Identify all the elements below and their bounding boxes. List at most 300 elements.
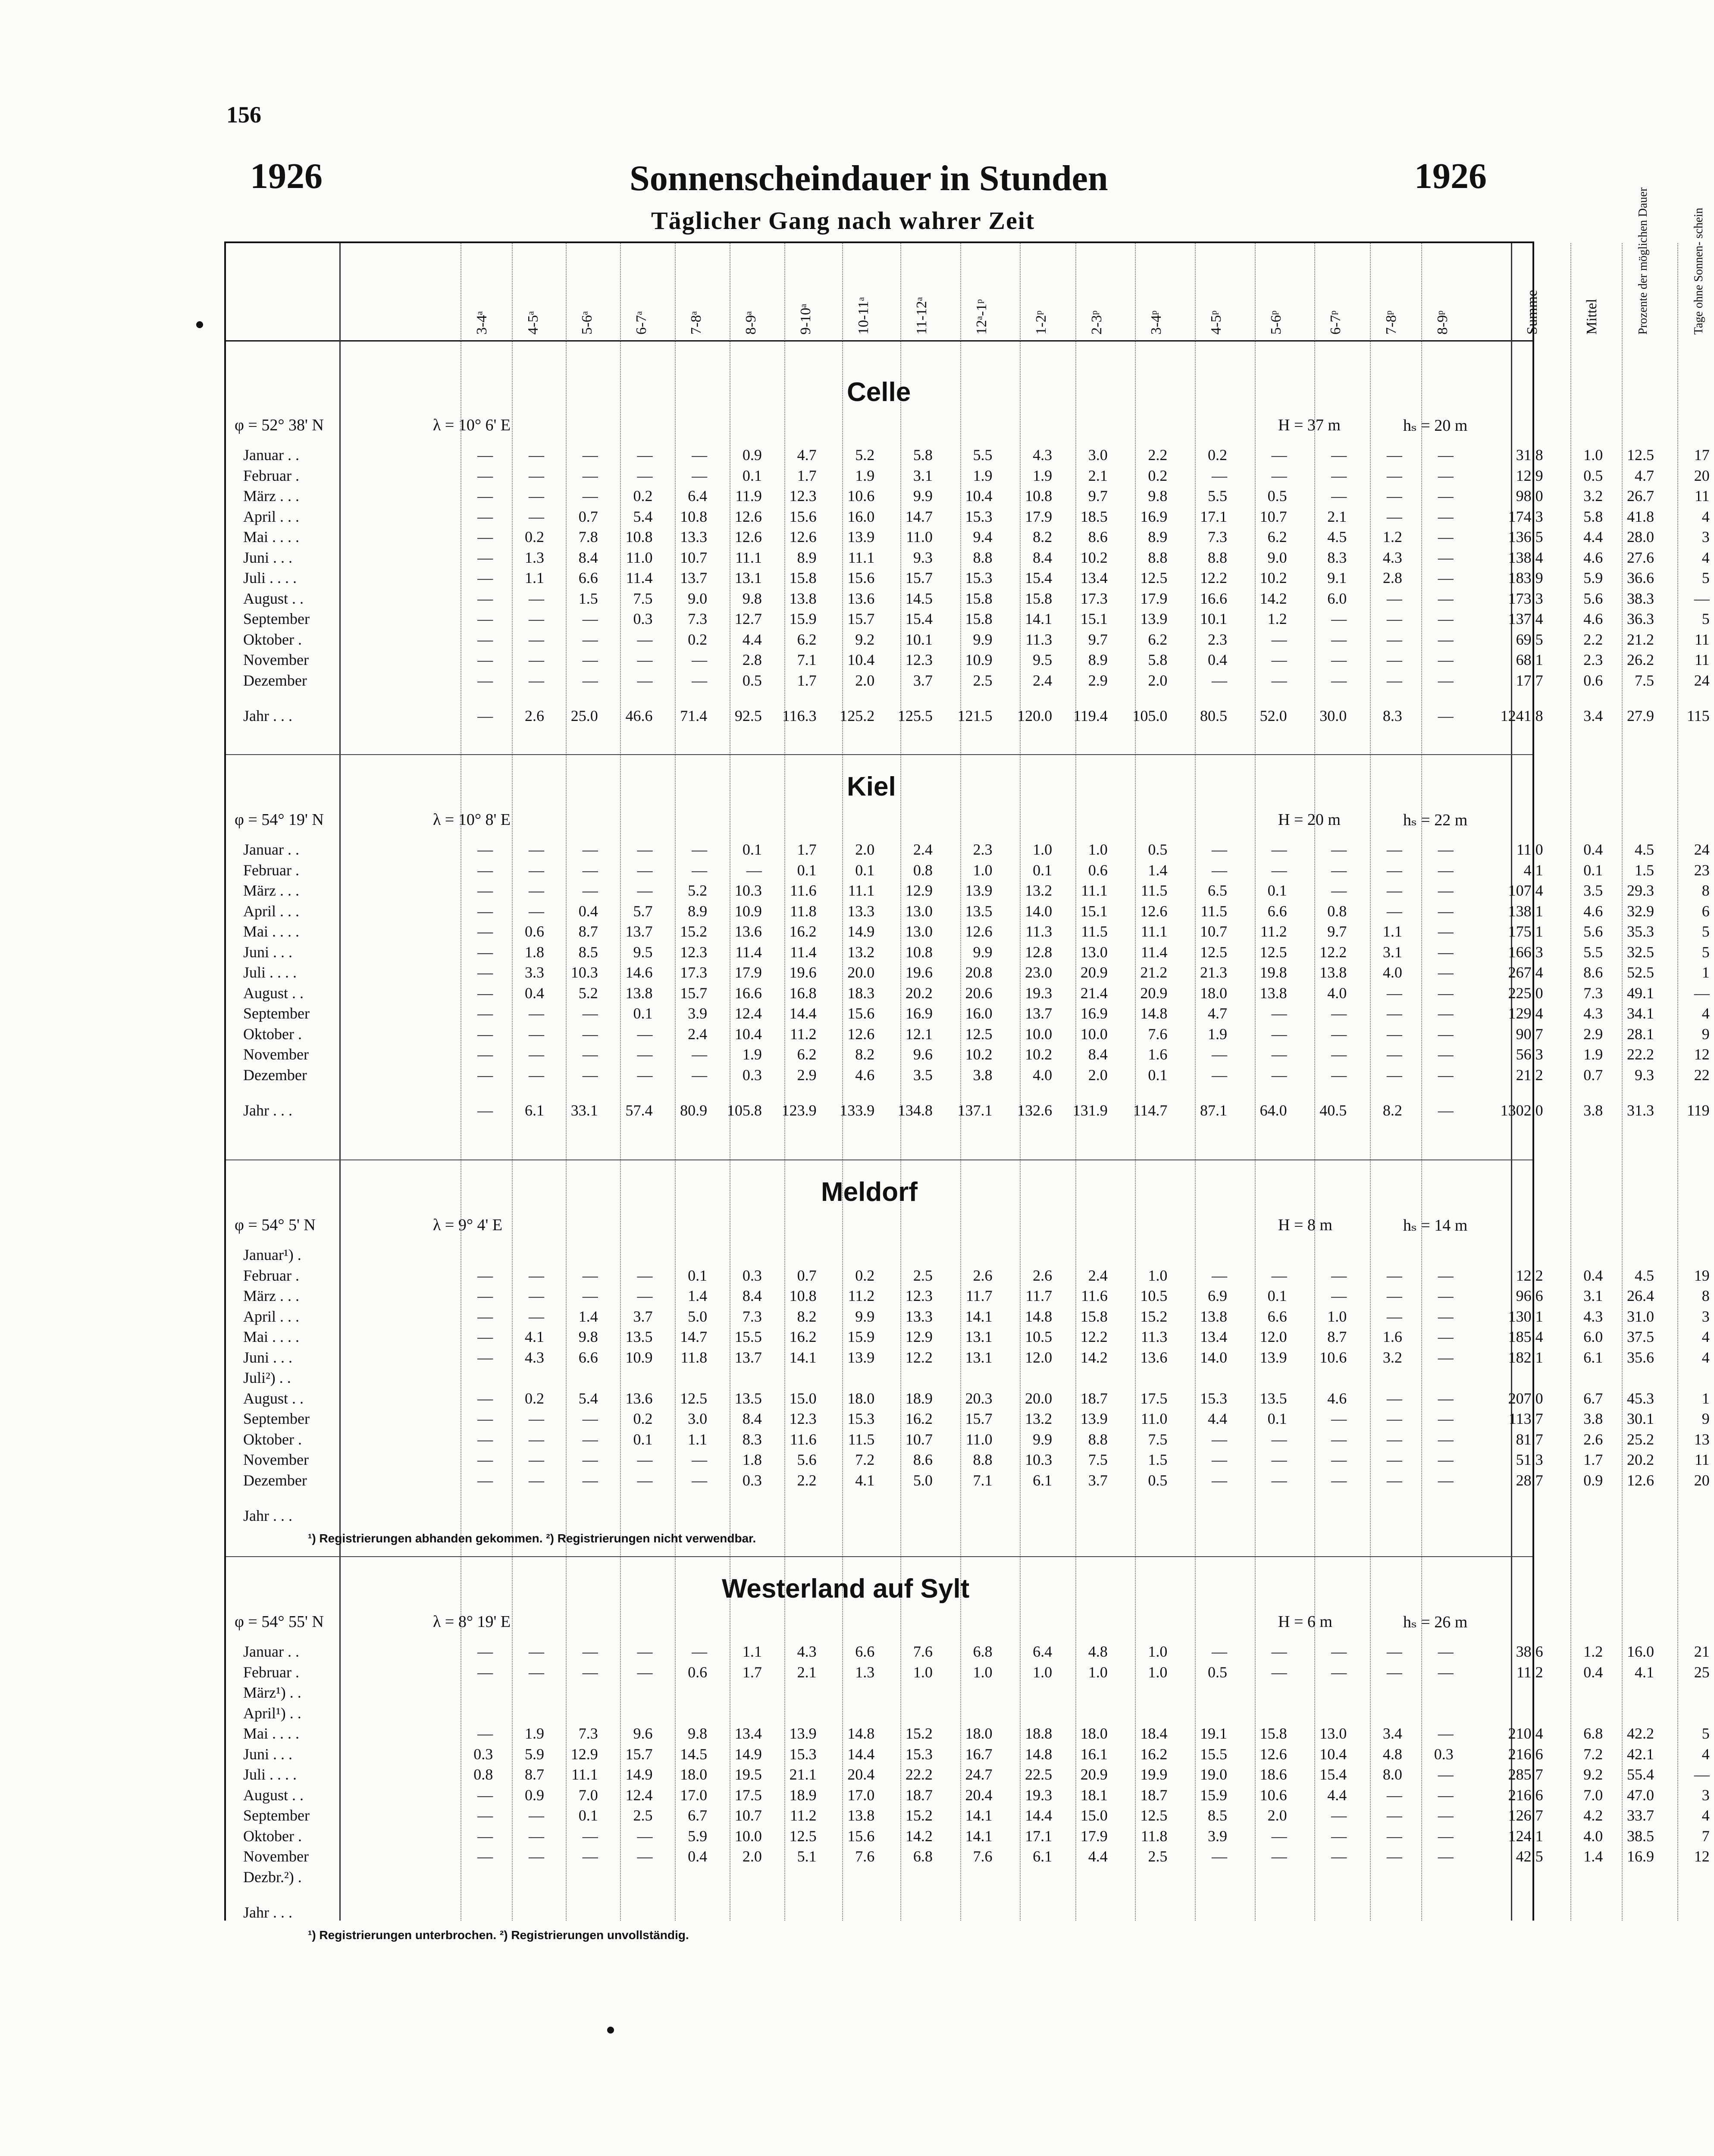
- table-cell: 5.5: [973, 446, 993, 464]
- table-cell: 4.0: [1583, 1827, 1603, 1845]
- table-cell: 3.8: [1583, 1102, 1603, 1119]
- row-label: Februar .: [243, 1663, 299, 1681]
- table-cell: 8.5: [578, 943, 598, 961]
- row-label: September: [243, 1807, 310, 1824]
- table-cell: 123.9: [781, 1102, 817, 1119]
- table-cell: 2.0: [1267, 1807, 1287, 1824]
- table-cell: 51.3: [1516, 1451, 1543, 1468]
- table-cell: 3: [1701, 1786, 1710, 1804]
- table-cell: —: [1271, 841, 1287, 858]
- table-cell: 13.7: [1025, 1005, 1053, 1022]
- table-cell: 12.0: [1025, 1348, 1053, 1366]
- table-cell: 3.8: [973, 1066, 993, 1084]
- table-cell: 10.3: [1025, 1451, 1053, 1468]
- table-cell: —: [477, 1102, 493, 1119]
- table-cell: 18.0: [965, 1725, 993, 1742]
- table-cell: 42.1: [1627, 1745, 1654, 1763]
- table-cell: —: [1386, 1663, 1402, 1681]
- table-cell: —: [477, 707, 493, 724]
- table-cell: 1.0: [973, 861, 993, 879]
- table-cell: 0.8: [913, 861, 933, 879]
- table-cell: 8.2: [797, 1307, 817, 1325]
- table-cell: 0.2: [688, 630, 708, 648]
- table-cell: 4.3: [1033, 446, 1053, 464]
- table-cell: —: [1438, 1471, 1454, 1489]
- sensor-height: hₛ = 14 m: [1403, 1216, 1468, 1235]
- table-cell: 15.3: [1200, 1389, 1227, 1407]
- table-cell: 19.6: [789, 964, 817, 981]
- table-cell: —: [1386, 1848, 1402, 1865]
- table-cell: 10.8: [789, 1287, 817, 1304]
- table-cell: —: [1386, 1266, 1402, 1284]
- table-cell: 285.7: [1508, 1766, 1543, 1783]
- column-header: [1628, 187, 1658, 338]
- table-cell: 11.8: [1141, 1827, 1168, 1845]
- table-cell: 14.0: [1025, 902, 1053, 920]
- table-cell: 1.9: [1033, 467, 1053, 484]
- sensor-height: hₛ = 20 m: [1403, 417, 1468, 435]
- table-cell: 6.1: [1583, 1348, 1603, 1366]
- table-cell: 13.5: [734, 1389, 762, 1407]
- row-label: August . .: [243, 984, 304, 1002]
- table-cell: 1.0: [1148, 1643, 1168, 1660]
- table-cell: 22.5: [1025, 1766, 1053, 1783]
- table-cell: 9.3: [913, 548, 933, 566]
- column-header: [518, 252, 548, 338]
- table-cell: —: [529, 1827, 544, 1845]
- table-cell: —: [477, 1827, 493, 1845]
- table-cell: —: [1331, 467, 1347, 484]
- table-cell: 15.3: [905, 1745, 933, 1763]
- table-cell: 2.5: [973, 671, 993, 689]
- table-cell: —: [1438, 943, 1454, 961]
- column-header: [907, 252, 937, 338]
- table-cell: 12.6: [965, 923, 993, 940]
- table-cell: 11.2: [848, 1287, 875, 1304]
- table-cell: 0.2: [1148, 467, 1168, 484]
- table-cell: 138.1: [1508, 902, 1543, 920]
- table-cell: 81.7: [1516, 1430, 1543, 1448]
- table-cell: —: [692, 841, 708, 858]
- row-label: Juni . . .: [243, 548, 293, 566]
- table-cell: 55.4: [1627, 1766, 1654, 1783]
- table-cell: 1.0: [913, 1663, 933, 1681]
- table-cell: —: [1386, 630, 1402, 648]
- table-cell: —: [1438, 1348, 1454, 1366]
- table-cell: 7.5: [1088, 1451, 1108, 1468]
- table-cell: 0.6: [1088, 861, 1108, 879]
- table-cell: 14.7: [905, 508, 933, 525]
- table-cell: —: [477, 943, 493, 961]
- table-cell: 32.5: [1627, 943, 1654, 961]
- table-cell: 0.2: [633, 1410, 653, 1427]
- table-cell: —: [529, 610, 544, 627]
- row-label: Dezember: [243, 1066, 307, 1084]
- table-cell: —: [1271, 1025, 1287, 1043]
- table-cell: 20.2: [1627, 1451, 1654, 1468]
- table-cell: 10.3: [734, 882, 762, 899]
- table-cell: —: [1212, 467, 1227, 484]
- table-cell: 15.9: [847, 1328, 875, 1345]
- row-label: April . . .: [243, 902, 299, 920]
- table-cell: 10.1: [905, 630, 933, 648]
- column-header-label: 11-12ᵃ: [913, 297, 930, 335]
- table-cell: 36.6: [1627, 569, 1654, 586]
- table-cell: 12.9: [905, 882, 933, 899]
- column-header: [1684, 207, 1714, 338]
- header-rule: [226, 340, 1532, 342]
- table-cell: —: [1438, 1848, 1454, 1865]
- table-cell: —: [1386, 1643, 1402, 1660]
- table-cell: 8.8: [973, 548, 993, 566]
- table-cell: 1.4: [1583, 1848, 1603, 1865]
- table-cell: 2.8: [1382, 569, 1402, 586]
- table-cell: 13.7: [734, 1348, 762, 1366]
- table-cell: 10.2: [1025, 1046, 1053, 1063]
- table-cell: 20.6: [965, 984, 993, 1002]
- table-cell: 0.4: [578, 902, 598, 920]
- table-cell: —: [1331, 1046, 1347, 1063]
- table-cell: 12.5: [1260, 943, 1287, 961]
- table-cell: —: [582, 1287, 598, 1304]
- table-cell: 20.0: [1025, 1389, 1053, 1407]
- table-cell: 15.4: [1319, 1766, 1347, 1783]
- table-cell: —: [1331, 1471, 1347, 1489]
- table-cell: 11.0: [1141, 1410, 1168, 1427]
- table-cell: —: [692, 1643, 708, 1660]
- table-cell: 5.2: [688, 882, 708, 899]
- table-cell: 0.3: [742, 1471, 762, 1489]
- table-cell: —: [692, 651, 708, 668]
- table-cell: 18.0: [1200, 984, 1227, 1002]
- table-cell: 10.9: [965, 651, 993, 668]
- table-cell: 4.4: [1088, 1848, 1108, 1865]
- table-cell: —: [1386, 1410, 1402, 1427]
- table-cell: 12.6: [734, 508, 762, 525]
- table-cell: 0.6: [1583, 671, 1603, 689]
- table-cell: 11.1: [1141, 923, 1168, 940]
- row-label: Februar .: [243, 1266, 299, 1284]
- table-cell: 17: [1694, 446, 1710, 464]
- table-cell: 7.0: [578, 1786, 598, 1804]
- table-cell: 9.9: [855, 1307, 875, 1325]
- table-cell: —: [1271, 1848, 1287, 1865]
- table-cell: 14.1: [789, 1348, 817, 1366]
- table-cell: 12.5: [680, 1389, 708, 1407]
- table-cell: 0.1: [688, 1266, 708, 1284]
- table-cell: —: [1438, 569, 1454, 586]
- column-header-label: 3-4ᵃ: [474, 311, 490, 335]
- table-cell: 4.4: [1583, 528, 1603, 545]
- table-cell: 114.7: [1133, 1102, 1168, 1119]
- table-cell: —: [1271, 1827, 1287, 1845]
- table-cell: 3.8: [1583, 1410, 1603, 1427]
- table-cell: 90.7: [1516, 1025, 1543, 1043]
- table-cell: 12.3: [789, 1410, 817, 1427]
- table-cell: 0.5: [1148, 841, 1168, 858]
- table-cell: 2.1: [797, 1663, 817, 1681]
- table-cell: 12.6: [1260, 1745, 1287, 1763]
- table-cell: —: [1386, 1287, 1402, 1304]
- table-cell: 14.4: [1025, 1807, 1053, 1824]
- table-cell: 17.9: [734, 964, 762, 981]
- table-cell: 52.0: [1260, 707, 1287, 724]
- table-cell: —: [1386, 1046, 1402, 1063]
- table-cell: —: [1438, 1025, 1454, 1043]
- table-cell: 11.1: [571, 1766, 598, 1783]
- table-cell: —: [582, 841, 598, 858]
- table-cell: 15.6: [847, 1005, 875, 1022]
- table-cell: 3: [1701, 528, 1710, 545]
- table-cell: 21.2: [1627, 630, 1654, 648]
- table-cell: 9.9: [913, 487, 933, 505]
- footnote: ¹) Registrierungen unterbrochen. ²) Registrierungen unvollständig.: [308, 1928, 689, 1942]
- table-cell: 2.8: [742, 651, 762, 668]
- table-cell: —: [529, 1643, 544, 1660]
- table-cell: —: [582, 630, 598, 648]
- table-cell: 9.0: [1267, 548, 1287, 566]
- table-cell: 14.9: [847, 923, 875, 940]
- table-cell: 41.8: [1627, 508, 1654, 525]
- table-cell: 10.1: [1200, 610, 1227, 627]
- table-cell: 30.0: [1319, 707, 1347, 724]
- table-cell: 31.3: [1627, 1102, 1654, 1119]
- table-cell: —: [1212, 1046, 1227, 1063]
- table-cell: —: [637, 1266, 653, 1284]
- table-cell: 13.8: [1200, 1307, 1227, 1325]
- table-cell: 0.2: [633, 487, 653, 505]
- table-cell: —: [477, 923, 493, 940]
- table-cell: —: [529, 671, 544, 689]
- table-cell: —: [477, 487, 493, 505]
- table-cell: 25.0: [570, 707, 598, 724]
- table-cell: 31.0: [1627, 1307, 1654, 1325]
- table-cell: 17.3: [1080, 589, 1108, 607]
- table-cell: —: [477, 671, 493, 689]
- table-cell: 12.4: [734, 1005, 762, 1022]
- table-cell: —: [477, 1451, 493, 1468]
- column-header: [791, 252, 821, 338]
- table-cell: —: [1331, 1663, 1347, 1681]
- table-cell: —: [1386, 861, 1402, 879]
- table-cell: 14.9: [734, 1745, 762, 1763]
- table-cell: 1.2: [1267, 610, 1287, 627]
- table-cell: 18.8: [1025, 1725, 1053, 1742]
- table-cell: 6.8: [913, 1848, 933, 1865]
- table-cell: 4.3: [1583, 1307, 1603, 1325]
- table-cell: 4.1: [525, 1328, 544, 1345]
- table-cell: 4.5: [1635, 1266, 1654, 1284]
- table-cell: 10.0: [1025, 1025, 1053, 1043]
- table-cell: 13.6: [734, 923, 762, 940]
- column-header-label: 12ᵃ-1ᵖ: [973, 299, 990, 335]
- table-cell: —: [1271, 651, 1287, 668]
- table-cell: —: [477, 1025, 493, 1043]
- table-cell: 5.2: [578, 984, 598, 1002]
- table-cell: 13.8: [789, 589, 817, 607]
- table-cell: 10.6: [1260, 1786, 1287, 1804]
- table-cell: 4.6: [1327, 1389, 1347, 1407]
- table-cell: —: [1271, 1066, 1287, 1084]
- table-cell: 2.6: [1583, 1430, 1603, 1448]
- table-cell: 8.2: [1382, 1102, 1402, 1119]
- table-cell: 0.1: [855, 861, 875, 879]
- table-cell: —: [1386, 1451, 1402, 1468]
- table-cell: 36.3: [1627, 610, 1654, 627]
- row-label: April . . .: [243, 1307, 299, 1325]
- table-cell: —: [477, 1471, 493, 1489]
- table-cell: —: [637, 861, 653, 879]
- table-cell: 0.3: [742, 1266, 762, 1284]
- table-cell: 6.5: [1208, 882, 1227, 899]
- table-cell: 10.4: [734, 1025, 762, 1043]
- table-cell: 10.7: [680, 548, 708, 566]
- table-cell: —: [1331, 630, 1347, 648]
- table-cell: 175.1: [1508, 923, 1543, 940]
- table-cell: —: [1438, 1725, 1454, 1742]
- table-cell: —: [1438, 1451, 1454, 1468]
- column-header-label: Summe: [1524, 290, 1540, 335]
- table-cell: 6.2: [797, 1046, 817, 1063]
- table-cell: 0.1: [1267, 1410, 1287, 1427]
- table-cell: —: [477, 1848, 493, 1865]
- column-header: [1376, 252, 1407, 338]
- table-cell: —: [477, 882, 493, 899]
- table-cell: —: [529, 1066, 544, 1084]
- table-cell: —: [1386, 651, 1402, 668]
- table-cell: 7.3: [688, 610, 708, 627]
- table-cell: 11.3: [1025, 630, 1053, 648]
- table-cell: 19.8: [1260, 964, 1287, 981]
- table-cell: 38.3: [1627, 589, 1654, 607]
- table-cell: —: [1212, 1848, 1227, 1865]
- table-cell: 9.3: [1635, 1066, 1654, 1084]
- table-cell: 15.7: [905, 569, 933, 586]
- table-cell: 7.6: [855, 1848, 875, 1865]
- table-cell: 1: [1701, 1389, 1710, 1407]
- table-cell: 7: [1701, 1827, 1710, 1845]
- table-cell: 19: [1694, 1266, 1710, 1284]
- row-label: November: [243, 651, 309, 668]
- table-cell: 1: [1701, 964, 1710, 981]
- table-cell: —: [1438, 1066, 1454, 1084]
- table-cell: 9.2: [1583, 1766, 1603, 1783]
- row-label: Juni . . .: [243, 1745, 293, 1763]
- table-cell: —: [1438, 964, 1454, 981]
- table-cell: —: [477, 1643, 493, 1660]
- table-cell: 31.8: [1516, 446, 1543, 464]
- table-cell: 6.8: [1583, 1725, 1603, 1742]
- table-cell: —: [529, 1451, 544, 1468]
- row-label: Juli . . . .: [243, 964, 297, 981]
- table-cell: 6.2: [797, 630, 817, 648]
- table-cell: —: [1438, 610, 1454, 627]
- table-cell: 19.3: [1025, 1786, 1053, 1804]
- table-cell: 12.7: [734, 610, 762, 627]
- table-cell: 14.2: [1080, 1348, 1108, 1366]
- table-cell: —: [1386, 1471, 1402, 1489]
- table-cell: 4.4: [742, 630, 762, 648]
- table-cell: 17.0: [847, 1786, 875, 1804]
- table-cell: 15.6: [847, 569, 875, 586]
- table-cell: 13.9: [789, 1725, 817, 1742]
- table-cell: —: [477, 1807, 493, 1824]
- table-cell: 13.5: [1260, 1389, 1287, 1407]
- table-cell: 80.9: [680, 1102, 708, 1119]
- row-label: Mai . . . .: [243, 1328, 299, 1345]
- table-cell: —: [1386, 487, 1402, 505]
- table-cell: —: [637, 1643, 653, 1660]
- table-cell: —: [477, 1066, 493, 1084]
- table-cell: 216.6: [1508, 1786, 1543, 1804]
- table-cell: 11.2: [790, 1807, 817, 1824]
- row-label: Juni . . .: [243, 943, 293, 961]
- table-cell: 5: [1701, 610, 1710, 627]
- table-cell: —: [1271, 630, 1287, 648]
- row-label: Jahr . . .: [243, 1507, 292, 1524]
- table-cell: 2.3: [973, 841, 993, 858]
- table-cell: 8.3: [742, 1430, 762, 1448]
- row-label: Februar .: [243, 861, 299, 879]
- table-cell: 52.5: [1627, 964, 1654, 981]
- table-cell: 16.9: [1080, 1005, 1108, 1022]
- table-cell: 10.8: [1025, 487, 1053, 505]
- table-cell: 8.9: [1088, 651, 1108, 668]
- row-label: Dezember: [243, 1471, 307, 1489]
- table-cell: 6.6: [855, 1643, 875, 1660]
- row-label: Mai . . . .: [243, 923, 299, 940]
- table-cell: —: [1331, 1025, 1347, 1043]
- table-cell: 0.1: [1148, 1066, 1168, 1084]
- table-cell: —: [529, 1430, 544, 1448]
- table-cell: 0.9: [525, 1786, 544, 1804]
- table-cell: 12.5: [1627, 446, 1654, 464]
- table-cell: —: [1271, 1643, 1287, 1660]
- table-cell: —: [582, 1451, 598, 1468]
- table-cell: 5.1: [797, 1848, 817, 1865]
- table-cell: 10.7: [1200, 923, 1227, 940]
- table-cell: 15.2: [680, 923, 708, 940]
- table-cell: —: [529, 1410, 544, 1427]
- table-cell: 0.1: [578, 1807, 598, 1824]
- table-cell: 14.6: [625, 964, 653, 981]
- table-cell: —: [582, 861, 598, 879]
- table-cell: 0.1: [1583, 861, 1603, 879]
- table-cell: 9.0: [688, 589, 708, 607]
- table-cell: 124.1: [1508, 1827, 1543, 1845]
- table-cell: —: [1438, 1307, 1454, 1325]
- table-cell: 5.6: [797, 1451, 817, 1468]
- table-cell: —: [1331, 487, 1347, 505]
- margin-dot: [196, 321, 203, 328]
- table-cell: 2.0: [742, 1848, 762, 1865]
- table-cell: —: [637, 882, 653, 899]
- table-cell: 12.3: [905, 651, 933, 668]
- table-cell: 16.6: [734, 984, 762, 1002]
- table-cell: 3.7: [633, 1307, 653, 1325]
- table-cell: —: [692, 467, 708, 484]
- table-cell: 14.9: [625, 1766, 653, 1783]
- table-cell: 5.6: [1583, 589, 1603, 607]
- table-cell: —: [1331, 1266, 1347, 1284]
- table-cell: 17.3: [680, 964, 708, 981]
- table-cell: 8.4: [578, 548, 598, 566]
- row-label: August . .: [243, 589, 304, 607]
- table-cell: —: [1386, 1025, 1402, 1043]
- table-cell: 15.8: [965, 589, 993, 607]
- table-cell: 96.6: [1516, 1287, 1543, 1304]
- table-cell: —: [477, 1046, 493, 1063]
